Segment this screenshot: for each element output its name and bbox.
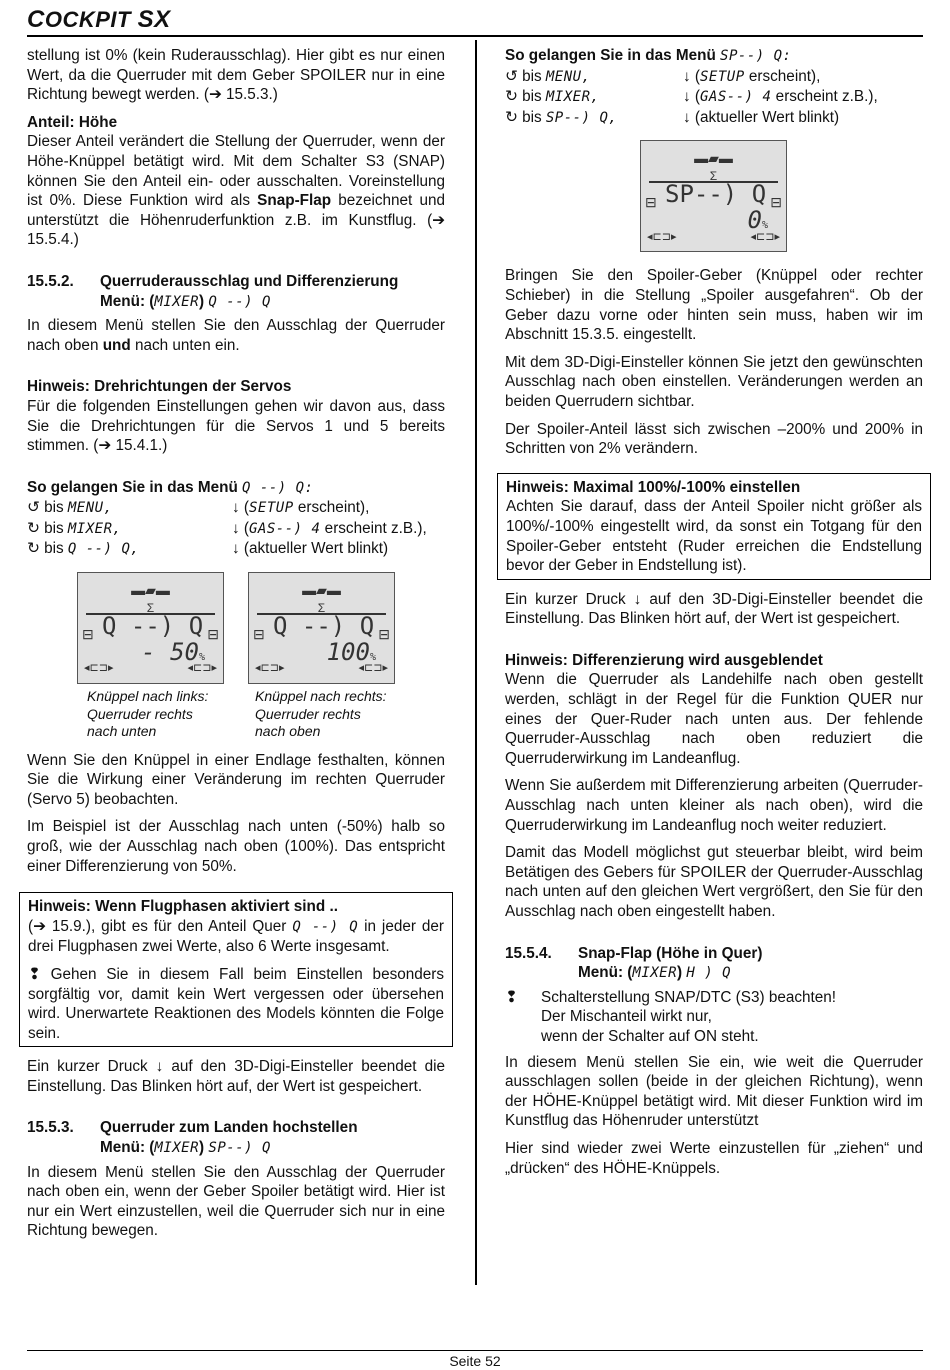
paragraph: Der Spoiler-Anteil lässt sich zwischen –200% und 200% in Schritten von 2% verändern. bbox=[505, 420, 923, 458]
trim-icon: ⊟ bbox=[207, 626, 219, 643]
lcd-number: - 50 bbox=[141, 638, 199, 667]
section-title: Querruder zum Landen hochstellen bbox=[100, 1119, 358, 1137]
header-rule bbox=[27, 35, 923, 37]
nav-step bbox=[27, 539, 232, 560]
lcd-text: SP--) Q bbox=[208, 1140, 271, 1157]
paragraph bbox=[27, 132, 445, 250]
trim-icon: ◂⊏⊐▸ bbox=[187, 662, 217, 675]
lcd-row: Q --) Q bbox=[273, 612, 375, 641]
lcd-unit: % bbox=[761, 220, 768, 232]
lcd-unit: % bbox=[198, 652, 205, 664]
note-heading: Hinweis: Maximal 100%/-100% einstellen bbox=[506, 478, 801, 496]
text: wenn der Schalter auf ON steht. bbox=[541, 1027, 759, 1045]
nav-step bbox=[683, 67, 923, 88]
lcd-text: MIXER bbox=[154, 293, 200, 310]
heading-hinweis-differenzierung: Hinweis: Differenzierung wird ausgeblendet bbox=[505, 651, 823, 669]
paragraph: Damit das Modell möglichst gut steuerbar bleibt, wird beim Betätigen des Gebers für SPOILER der Querruder-Ausschlag nach unten auf den gleichen Wert vergrößert, den Sie für den Ausschlag nach oben eingestellt haben. bbox=[505, 844, 923, 920]
note-box bbox=[19, 892, 453, 1047]
text: Schalterstellung SNAP/DTC (S3) beachten! bbox=[541, 988, 837, 1006]
lcd-text: SETUP bbox=[249, 500, 294, 517]
paragraph: Wenn Sie den Knüppel in einer Endlage festhalten, können Sie die Wirkung einer Veränderung im rechten Querruder (Servo 5) beobachten. bbox=[27, 751, 445, 808]
nav-step bbox=[27, 519, 232, 540]
nav-steps bbox=[505, 67, 923, 129]
paragraph: In diesem Menü stellen Sie ein, wie weit die Querruder ausschlagen sollen (beide in der gleichen Richtung), wenn der HÖHE-Knüppel betätigt wird. Mit dieser Funktion wird im Kunstflug das Höhenruder unterstützt bbox=[505, 1053, 923, 1130]
lcd-text: H ) Q bbox=[686, 965, 732, 982]
paragraph: Ein kurzer Druck ↓ auf den 3D-Digi-Einsteller beendet die Einstellung. Das Blinken hört auf, der Wert ist gespeichert. bbox=[505, 590, 923, 628]
plane-icon: ▬▰▬ bbox=[302, 582, 341, 599]
lcd-text: MIXER bbox=[154, 1140, 200, 1157]
lcd-text: GAS--) 4 bbox=[700, 89, 772, 106]
right-column bbox=[505, 46, 923, 1186]
plane-icon: ▬▰▬ bbox=[131, 582, 170, 599]
menu-close: ) bbox=[199, 292, 205, 310]
nav-step bbox=[27, 498, 232, 519]
text-bold: und bbox=[102, 336, 131, 354]
heading-anteil-hoehe: Anteil: Höhe bbox=[27, 113, 118, 131]
note-heading: Hinweis: Wenn Flugphasen aktiviert sind .. bbox=[28, 898, 338, 916]
sigma-icon: Σ bbox=[146, 601, 155, 616]
trim-icon: ◂⊏⊐▸ bbox=[255, 662, 285, 675]
section-number: 15.5.3. bbox=[27, 1119, 74, 1137]
plane-icon: ▬▰▬ bbox=[694, 150, 733, 167]
brand-initial: C bbox=[27, 6, 45, 33]
lcd-display bbox=[248, 572, 395, 684]
nav-heading bbox=[27, 478, 445, 499]
nav-step bbox=[232, 539, 445, 560]
text: nach oben bbox=[255, 723, 321, 740]
lcd-row: SP--) Q bbox=[665, 180, 767, 209]
trim-icon: ⊟ bbox=[378, 626, 390, 643]
nav-step bbox=[505, 67, 683, 88]
menu-path bbox=[100, 292, 445, 313]
text: (aktueller Wert blinkt) bbox=[694, 108, 840, 126]
text: ↓ ( bbox=[232, 519, 249, 537]
nav-step bbox=[505, 87, 683, 108]
text: ↓ ( bbox=[683, 88, 700, 106]
text: ↻ bis bbox=[27, 519, 68, 537]
paragraph: ❢ Gehen Sie in diesem Fall beim Einstellen besonders sorgfältig vor, damit kein Wert vergessen oder übersehen wird. Unerwartete Reaktionen des Models könnten die Folge sein. bbox=[28, 965, 444, 1042]
text: erscheint z.B.), bbox=[771, 88, 878, 106]
left-column bbox=[27, 46, 445, 1249]
trim-icon: ⊟ bbox=[82, 626, 94, 643]
text: Menü: ( bbox=[578, 964, 633, 982]
text: erscheint), bbox=[744, 67, 821, 85]
text: bezeichnet und unterstützt die Höhenruderfunktion z.B. im Kunstflug. (➔ 15.5.4.) bbox=[27, 192, 445, 249]
lcd-text: SP--) Q, bbox=[545, 109, 618, 126]
paragraph: Im Beispiel ist der Ausschlag nach unten (-50%) halb so groß, wie der Ausschlag nach oben (100%). Das entspricht einer Differenzierung von 50%. bbox=[27, 818, 445, 875]
menu-path bbox=[578, 963, 923, 984]
text: erscheint), bbox=[293, 499, 370, 517]
paragraph bbox=[27, 316, 445, 355]
paragraph: stellung ist 0% (kein Ruderausschlag). Hier gibt es nur einen Wert, da die Querruder mit dem Geber SPOILER nur in eine Richtung bewegt werden. (➔ 15.5.3.) bbox=[27, 47, 445, 104]
column-divider bbox=[475, 40, 477, 1285]
menu-path bbox=[100, 1138, 445, 1159]
trim-icon: ⊟ bbox=[645, 194, 657, 211]
trim-icon: ◂⊏⊐▸ bbox=[750, 230, 780, 243]
text: ) bbox=[199, 1139, 205, 1157]
text: in jeder der drei Flugphasen zwei Werte, also 6 Werte insgesamt. bbox=[28, 917, 444, 956]
lcd-text: MIXER bbox=[632, 965, 678, 982]
text: Knüppel nach links: bbox=[87, 688, 209, 705]
text-bold: Snap-Flap bbox=[257, 192, 332, 210]
nav-step bbox=[683, 87, 923, 108]
paragraph: Hier sind wieder zwei Werte einzustellen für „ziehen“ und „drücken“ des HÖHE-Knüppels. bbox=[505, 1139, 923, 1177]
text: Dieser Anteil verändert die Stellung der Querruder, wenn der Höhe-Knüppel betätigt wird. Mit dem Schalter S3 (SNAP) können Sie den Anteil ein- oder ausschalten. Voreinstellung ist 0%. Diese Funktion wird als bbox=[27, 133, 445, 210]
footer-rule bbox=[27, 1350, 923, 1351]
paragraph: Für die folgenden Einstellungen gehen wir davon aus, dass Sie die Drehrichtungen für die Servos 1 und 5 bereits stimmen. (➔ 15.4.1.) bbox=[27, 397, 445, 455]
lcd-text: SP--) Q: bbox=[720, 48, 792, 64]
lcd-unit: % bbox=[369, 652, 376, 664]
warning-icon: ❢ bbox=[505, 988, 518, 1006]
text: Menü: ( bbox=[100, 1139, 155, 1157]
text: Der Mischanteil wirkt nur, bbox=[541, 1008, 712, 1026]
lcd-text: Q --) Q: bbox=[242, 479, 314, 496]
page-number: Seite 52 bbox=[449, 1353, 501, 1369]
text: So gelangen Sie in das Menü bbox=[27, 478, 243, 496]
text: ↻ bis bbox=[505, 108, 546, 126]
lcd-display bbox=[77, 572, 224, 684]
sigma-icon: Σ bbox=[709, 169, 718, 184]
section-heading-15-5-2 bbox=[27, 272, 445, 292]
lcd-text: MIXER, bbox=[545, 89, 600, 106]
lcd-text: SETUP bbox=[700, 68, 745, 85]
text: ↓ bbox=[683, 108, 695, 126]
text: In diesem Menü stellen Sie den Ausschlag der Querruder nach oben bbox=[27, 317, 445, 354]
trim-icon: ⊟ bbox=[770, 194, 782, 211]
lcd-text: Q --) Q, bbox=[67, 541, 140, 558]
lcd-text: MENU, bbox=[545, 68, 591, 85]
nav-step bbox=[232, 498, 445, 519]
sigma-icon: Σ bbox=[317, 601, 326, 616]
heading-hinweis-drehrichtungen: Hinweis: Drehrichtungen der Servos bbox=[27, 378, 292, 396]
paragraph: Achten Sie darauf, dass der Anteil Spoiler nicht größer als 100%/-100% eingestellt wird, da sonst ein Totgang für den Spoiler-Geber entsteht (Ruder erreichen die Endstellung bevor der Geber in Endstellung ist). bbox=[506, 498, 922, 575]
trim-icon: ◂⊏⊐▸ bbox=[84, 662, 114, 675]
text: ↓ ( bbox=[232, 499, 249, 517]
paragraph: Mit dem 3D-Digi-Einsteller können Sie jetzt den gewünschten Ausschlag nach oben einstellen. Veränderungen werden an beiden Querrudern sichtbar. bbox=[505, 353, 923, 410]
nav-step bbox=[505, 108, 683, 129]
lcd-number: 0 bbox=[747, 206, 762, 235]
text: nach unten ein. bbox=[130, 336, 240, 354]
paragraph: Wenn die Querruder als Landehilfe nach oben gestellt werden, schlägt in der Regel für die Funktion QUER nur eines der Quer-Ruder nach unten aus. Der fehlende Querruder-Ausschlag nach oben reduziert die Querruderwirkung im Landeanflug. bbox=[505, 671, 923, 767]
text: ↓ ( bbox=[683, 67, 700, 85]
lcd-display bbox=[640, 140, 787, 252]
text: ) bbox=[677, 964, 683, 982]
text: ↺ bis bbox=[27, 499, 68, 517]
trim-icon: ◂⊏⊐▸ bbox=[647, 230, 677, 243]
section-heading-15-5-3 bbox=[27, 1118, 445, 1138]
text: ↺ bis bbox=[505, 67, 546, 85]
display-captions bbox=[87, 688, 445, 741]
text: (aktueller Wert blinkt) bbox=[243, 540, 389, 558]
text: So gelangen Sie in das Menü bbox=[505, 47, 721, 64]
brand-title bbox=[27, 6, 171, 34]
paragraph: In diesem Menü stellen Sie den Ausschlag der Querruder nach oben ein, wenn der Geber Spoiler betätigt wird. Hier ist nur ein Wert einzustellen, weil die Querruder sich nur in eine Richtung bewegen. bbox=[27, 1163, 445, 1240]
trim-icon: ◂⊏⊐▸ bbox=[358, 662, 388, 675]
lcd-number: 100 bbox=[326, 638, 370, 667]
text: (➔ 15.9.), gibt es für den Anteil Quer bbox=[28, 917, 293, 935]
paragraph: Bringen Sie den Spoiler-Geber (Knüppel oder rechter Schieber) in die Stellung „Spoiler ausgefahren“. Ob der Geber dazu vorne oder hinten sein muss, haben wir im Abschnitt 15.3.5. eingestellt. bbox=[505, 267, 923, 344]
nav-heading bbox=[505, 46, 923, 67]
paragraph: Wenn Sie außerdem mit Differenzierung arbeiten (Querruder-Ausschlag nach unten kleiner als nach oben), wird die Querruderwirkung im Landeanflug noch weiter reduziert. bbox=[505, 777, 923, 834]
text: erscheint z.B.), bbox=[320, 519, 427, 537]
text: Querruder rechts bbox=[87, 705, 193, 722]
nav-steps bbox=[27, 498, 445, 560]
section-number: 15.5.4. bbox=[505, 944, 552, 962]
section-title: Querruderausschlag und Differenzierung bbox=[100, 272, 399, 290]
nav-step bbox=[232, 519, 445, 540]
brand-model: SX bbox=[137, 6, 171, 33]
nav-step bbox=[683, 108, 923, 129]
lcd-text: MIXER, bbox=[67, 520, 122, 537]
text: ↓ bbox=[232, 540, 244, 558]
lcd-row: Q --) Q bbox=[102, 612, 204, 641]
caption bbox=[255, 688, 423, 741]
paragraph: Ein kurzer Druck ↓ auf den 3D-Digi-Einsteller beendet die Einstellung. Das Blinken hört auf, der Wert ist gespeichert. bbox=[27, 1058, 445, 1095]
menu-label: Menü: ( bbox=[100, 292, 155, 310]
paragraph bbox=[28, 917, 444, 957]
lcd-text: Q --) Q bbox=[208, 293, 271, 310]
trim-icon: ⊟ bbox=[253, 626, 265, 643]
section-heading-15-5-4 bbox=[505, 944, 923, 964]
lcd-text: GAS--) 4 bbox=[249, 520, 321, 537]
text: nach unten bbox=[87, 723, 157, 740]
brand-word: OCKPIT bbox=[44, 7, 131, 32]
section-title: Snap-Flap (Höhe in Quer) bbox=[578, 944, 763, 962]
lcd-text: MENU, bbox=[67, 500, 113, 517]
lcd-text: Q --) Q bbox=[292, 918, 359, 935]
text: Knüppel nach rechts: bbox=[255, 688, 387, 705]
note-box bbox=[497, 473, 931, 580]
caption bbox=[87, 688, 255, 741]
section-number: 15.5.2. bbox=[27, 272, 74, 290]
display-images bbox=[77, 572, 445, 684]
text: ↻ bis bbox=[27, 540, 68, 558]
warning-note bbox=[505, 988, 923, 1047]
text: Querruder rechts bbox=[255, 705, 361, 722]
text: ↻ bis bbox=[505, 88, 546, 106]
